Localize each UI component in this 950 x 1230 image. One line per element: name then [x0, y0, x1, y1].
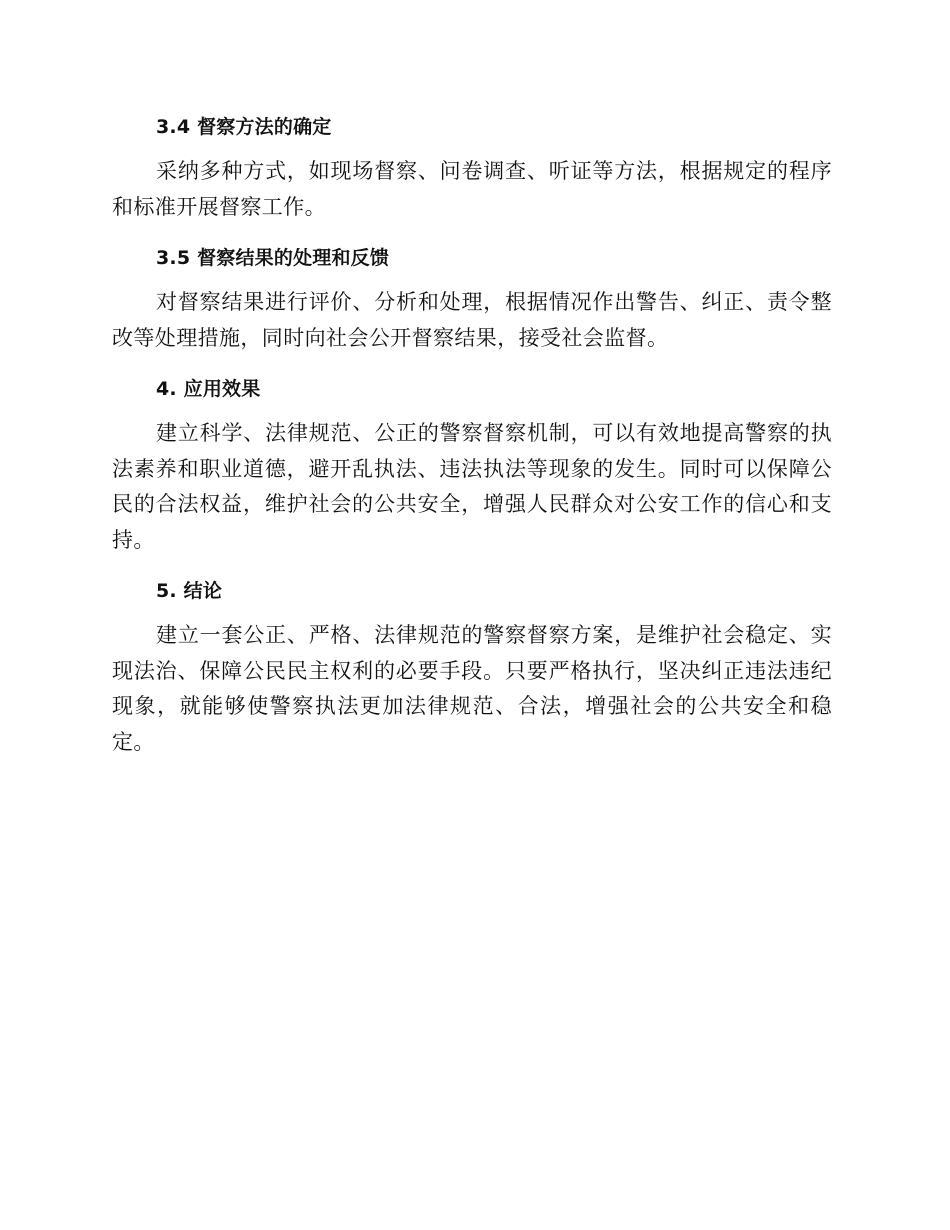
section-paragraph-3-4: 采纳多种方式，如现场督察、问卷调查、听证等方法，根据规定的程序和标准开展督察工作。 — [112, 159, 832, 219]
document-body — [112, 108, 832, 774]
section-heading-3-4: 3.4 督察方法的确定 — [156, 116, 332, 138]
section-paragraph-5: 建立一套公正、严格、法律规范的警察督察方案，是维护社会稳定、实现法治、保障公民民主权利的必要手段。只要严格执行，坚决纠正违法违纪现象，就能够使警察执法更加法律规范、合法，增强社会的公共安全和稳定。 — [112, 623, 832, 754]
section-heading-3-5: 3.5 督察结果的处理和反馈 — [156, 247, 390, 269]
section-paragraph-4: 建立科学、法律规范、公正的警察督察机制，可以有效地提高警察的执法素养和职业道德，避开乱执法、违法执法等现象的发生。同时可以保障公民的合法权益，维护社会的公共安全，增强人民群众对公安工作的信心和支持。 — [112, 421, 832, 552]
section-heading-5: 5. 结论 — [156, 580, 223, 602]
section-heading-4: 4. 应用效果 — [156, 378, 261, 400]
section-paragraph-3-5: 对督察结果进行评价、分析和处理，根据情况作出警告、纠正、责令整改等处理措施，同时向社会公开督察结果，接受社会监督。 — [112, 290, 832, 350]
